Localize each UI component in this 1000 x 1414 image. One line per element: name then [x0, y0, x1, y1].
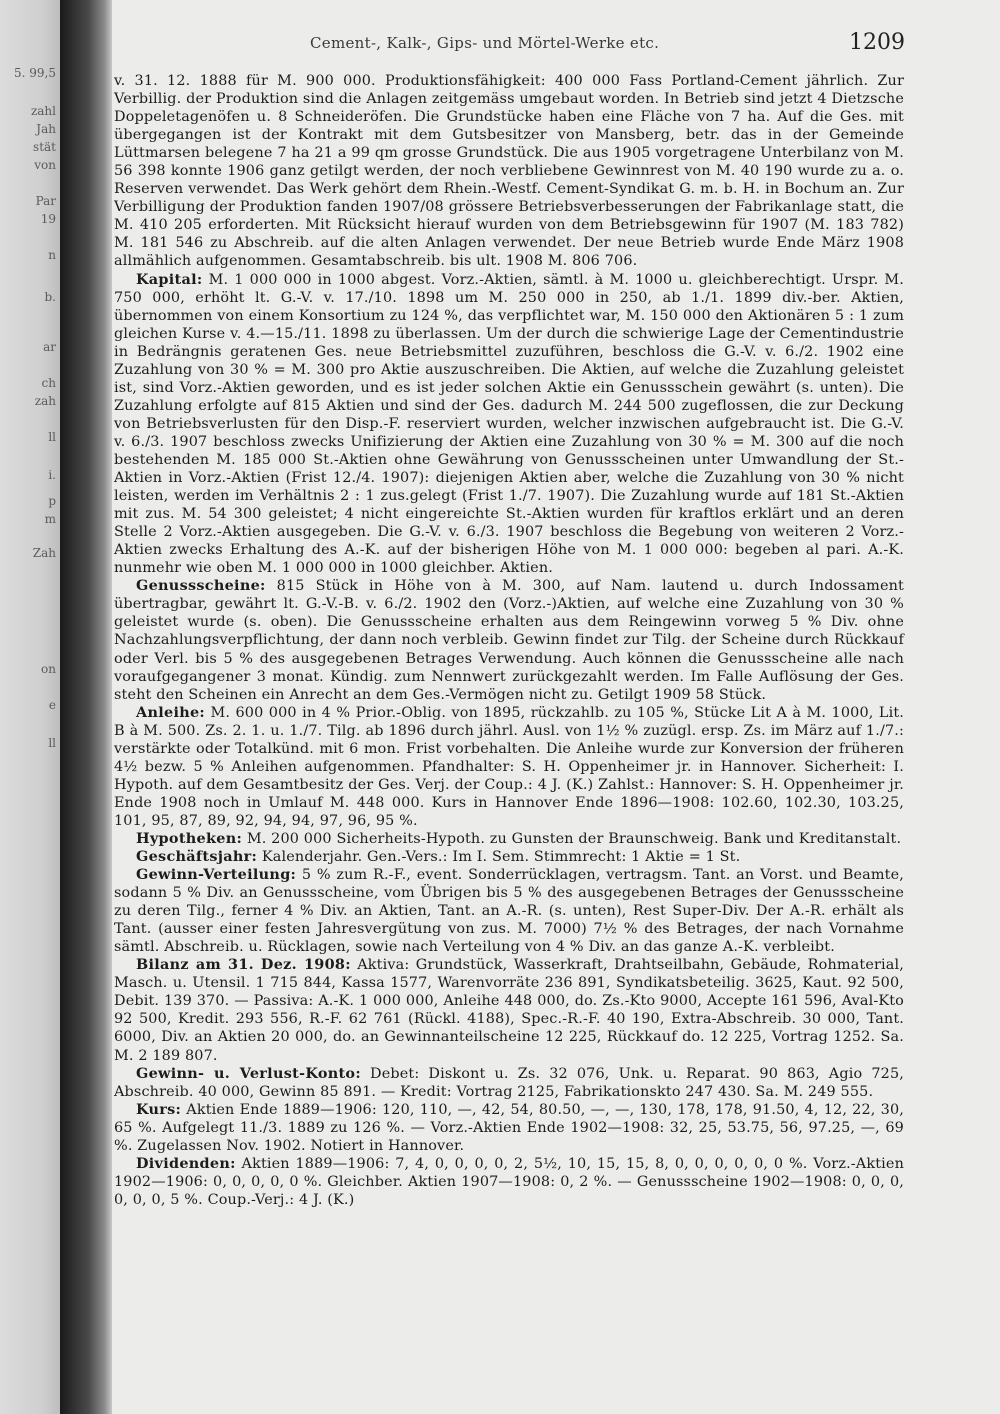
section-keyword: Gewinn-Verteilung: — [136, 866, 297, 884]
gutter-fragment: 19 — [40, 212, 56, 226]
paragraph-intro — [114, 72, 904, 271]
running-header — [112, 30, 1000, 60]
gutter-fragment: stät — [33, 140, 56, 154]
paragraph-text: Aktiva: Grundstück, Wasserkraft, Drahtseilbahn, Gebäude, Rohmaterial, Masch. u. Utensil. 1 715 844, Kassa 1577, Warenvorräte 236 891, Syndikatsbeteilig. 3625, Kaut. 92 500, Debit. 139 370. — Passiva: A.-K. 1 000 000, Anleihe 448 000, do. Zs.-Kto 9000, Accepte 161 596, Aval-Kto 92 500, Kredit. 293 556, R.-F. 62 761 (Rückl. 4188), Spec.-R.-F. 40 190, Extra-Abschreib. 30 000, Tant. 6000, Div. an Aktien 20 000, do. an Gewinnanteilscheine 12 225, Rückkauf do. 12 225, Vortrag 1252. Sa. M. 2 189 807. — [114, 957, 904, 1064]
paragraph-dividenden — [114, 1155, 904, 1209]
section-keyword: Gewinn- u. Verlust-Konto: — [136, 1064, 361, 1082]
gutter-fragment: Jah — [36, 122, 56, 136]
section-keyword: Kapital: — [136, 270, 203, 288]
gutter-fragment: 5. 99,5 — [14, 66, 56, 80]
section-keyword: Bilanz am 31. Dez. 1908: — [136, 956, 351, 974]
paragraph-bilanz — [114, 956, 904, 1064]
section-keyword: Anleihe: — [136, 703, 206, 721]
gutter-fragment: on — [41, 662, 56, 676]
section-keyword: Kurs: — [136, 1100, 182, 1118]
section-keyword: Genussscheine: — [136, 577, 266, 595]
gutter-fragment: ch — [41, 376, 56, 390]
gutter-fragment: p — [48, 494, 56, 508]
gutter-fragment: m — [44, 512, 56, 526]
paragraph-text: 5 % zum R.-F., event. Sonderrücklagen, vertragsm. Tant. an Vorst. und Beamte, sodann 5 % Div. an Genussscheine, vom Übrigen bis 5 % des ausgegebenen Betrages der Genussscheine zu deren Tilg., ferner 4 % Div. an Aktien, Tant. an A.-R. (s. unten), Rest Super-Div. Der A.-R. erhält als Tant. (ausser einer festen Jahresvergütung von zus. M. 7000) 7½ % des Betrages, der nach Vornahme sämtl. Abschreib. u. Rücklagen, sowie nach Verteilung von 4 % Div. an das ganze A.-K. verbleibt. — [114, 867, 904, 956]
page-body — [114, 72, 904, 1209]
book-page — [112, 0, 1000, 1414]
paragraph-anleihe — [114, 704, 904, 830]
paragraph-hypotheken — [114, 830, 904, 848]
gutter-fragment: i. — [48, 468, 56, 482]
gutter-fragment: e — [48, 698, 56, 712]
paragraph-text: M. 1 000 000 in 1000 abgest. Vorz.-Aktien, sämtl. à M. 1000 u. gleichberechtigt. Urspr. M. 750 000, erhöht lt. G.-V. v. 17./10. 1898 um M. 250 000 in 250, ab 1./1. 1899 div.-ber. Aktien, übernommen von einem Konsortium zu 124 %, das verpflichtet war, M. 150 000 den Aktionären 5 : 1 zum gleichen Kurse v. 4.—15./11. 1898 zu überlassen. Um der durch die schwierige Lage der Cementindustrie in Bedrängnis geratenen Ges. neue Betriebsmittel zuzuführen, beschloss die G.-V. v. 6./2. 1902 eine Zuzahlung von 30 % = M. 300 pro Aktie auszuschreiben. Die Aktien, auf welche die Zuzahlung geleistet ist, sind Vorz.-Aktien geworden, und es ist jeder solchen Aktie ein Genussschein gewährt (s. unten). Die Zuzahlung erfolgte auf 815 Aktien und sind der Ges. dadurch M. 244 500 zugeflossen, die zur Deckung von Betriebsverlusten für den Disp.-F. reserviert wurden, welcher inzwischen aufgebraucht ist. Die G.-V. v. 6./3. 1907 beschloss zwecks Unifizierung der Aktien eine Zuzahlung von 30 % = M. 300 auf die noch bestehenden M. 185 000 St.-Aktien ohne Gewährung von Genussscheinen unter Umwandlung der St.-Aktien in Vorz.-Aktien (Frist 12./4. 1907): diejenigen Aktien aber, welche die Zuzahlung von 30 % nicht leisten, werden im Verhältnis 2 : 1 zus.gelegt (Frist 1./7. 1907). Die Zuzahlung wurde auf 181 St.-Aktien mit zus. M. 54 300 geleistet; 4 nicht eingereichte St.-Aktien wurden für kraftlos erklärt und an deren Stelle 2 Vorz.-Aktien ausgegeben. Die G.-V. v. 6./3. 1907 beschloss die Begebung von weiteren 2 Vorz.-Aktien zwecks Erhaltung des A.-K. auf der bisherigen Höhe von M. 1 000 000: begeben al pari. A.-K. nunmehr wie oben M. 1 000 000 in 1000 gleichber. Aktien. — [114, 271, 904, 577]
paragraph-text: v. 31. 12. 1888 für M. 900 000. Produktionsfähigkeit: 400 000 Fass Portland-Cement jährlich. Zur Verbillig. der Produktion sind die Anlagen zeitgemäss umgebaut worden. In Betrieb sind jetzt 4 Dietzsche Doppeletagenöfen u. 8 Schneideröfen. Die Grundstücke haben eine Fläche von 7 ha. Auf die Ges. mit übergegangen ist der Kontrakt mit dem Gutsbesitzer von Mansberg, betr. das in der Gemeinde Lüttmarsen belegene 7 ha 21 a 99 qm grosse Grundstück. Die aus 1905 vorgetragene Unterbilanz von M. 56 398 konnte 1906 ganz getilgt werden, der noch verbliebene Gewinnrest von M. 40 190 wurde zu a. o. Reserven verwendet. Das Werk gehört dem Rhein.-Westf. Cement-Syndikat G. m. b. H. in Bochum an. Zur Verbilligung der Produktion fanden 1907/08 grössere Betriebsverbesserungen der Fabrikanlage statt, die M. 410 205 erforderten. Mit Rücksicht hierauf wurden von dem Betriebsgewinn für 1907 (M. 183 782) M. 181 546 zu Abschreib. auf die alten Anlagen verwendet. Der neue Betrieb wurde Ende März 1908 allmählich aufgenommen. Gesamtabschreib. bis ult. 1908 M. 806 706. — [114, 73, 904, 270]
paragraph-text: Kalenderjahr. Gen.-Vers.: Im I. Sem. Stimmrecht: 1 Aktie = 1 St. — [261, 849, 741, 866]
gutter-fragment: Zah — [32, 546, 56, 560]
gutter-fragment: n — [48, 248, 56, 262]
paragraph-gewinn-verlust-konto — [114, 1065, 904, 1101]
gutter-fragment: b. — [44, 290, 56, 304]
section-keyword: Dividenden: — [136, 1154, 236, 1172]
paragraph-text: 815 Stück in Höhe von à M. 300, auf Nam. lautend u. durch Indossament übertragbar, gewährt lt. G.-V.-B. v. 6./2. 1902 den (Vorz.-)Aktien, auf welche eine Zuzahlung von 30 % geleistet wurde (s. oben). Die Genussscheine erhalten aus dem Reingewinn vorweg 5 % Div. ohne Nachzahlungsverpflichtung, der dann noch verbleib. Gewinn findet zur Tilg. der Scheine durch Rückkauf oder Verl. bis 5 % des ausgegebenen Betrages Verwendung. Auch können die Genussscheine alle nach voraufgegangener 3 monat. Kündig. zum Nennwert zurückgezahlt werden. Im Falle Auflösung der Ges. steht den Scheinen ein Anrecht an dem Ges.-Vermögen nicht zu. Getilgt 1909 58 Stück. — [114, 578, 904, 703]
gutter-fragment: von — [34, 158, 56, 172]
paragraph-kapital — [114, 271, 904, 578]
paragraph-text: M. 600 000 in 4 % Prior.-Oblig. von 1895, rückzahlb. zu 105 %, Stücke Lit A à M. 1000, Lit. B à M. 500. Zs. 2. 1. u. 1./7. Tilg. ab 1896 durch jährl. Ausl. von 1½ % zuzügl. ersp. Zs. im März auf 1./7.: verstärkte oder Totalkünd. mit 6 mon. Frist vorbehalten. Die Anleihe wurde zur Konversion der früheren 4½ bezw. 5 % Anleihen aufgenommen. Pfandhalter: S. H. Oppenheimer jr. in Hannover. Sicherheit: I. Hypoth. auf dem Gesamtbesitz der Ges. Verj. der Coup.: 4 J. (K.) Zahlst.: Hannover: S. H. Oppenheimer jr. Ende 1908 noch in Umlauf M. 448 000. Kurs in Hannover Ende 1896—1908: 102.60, 102.30, 103.25, 101, 95, 87, 89, 92, 94, 94, 97, 96, 95 %. — [114, 704, 904, 829]
gutter-fragment: ll — [48, 430, 56, 444]
paragraph-text: Aktien Ende 1889—1906: 120, 110, —, 42, 54, 80.50, —, —, 130, 178, 178, 91.50, 4, 12, 22, 30, 65 %. Aufgelegt 11./3. 1889 zu 126 %. — Vorz.-Aktien Ende 1902—1908: 32, 25, 53.75, 56, 97.25, —, 69 %. Zugelassen Nov. 1902. Notiert in Hannover. — [114, 1101, 904, 1154]
paragraph-text: M. 200 000 Sicherheits-Hypoth. zu Gunsten der Braunschweig. Bank und Kreditanstalt. — [246, 830, 902, 847]
running-header-title: Cement-, Kalk-, Gips- und Mörtel-Werke etc. — [310, 34, 660, 52]
book-spine-shadow — [60, 0, 112, 1414]
paragraph-gewinn-verteilung — [114, 866, 904, 956]
section-keyword: Hypotheken: — [136, 829, 243, 847]
gutter-fragment: ar — [43, 340, 56, 354]
page-number: 1209 — [849, 30, 905, 55]
paragraph-text: Aktien 1889—1906: 7, 4, 0, 0, 0, 0, 2, 5½, 10, 15, 15, 8, 0, 0, 0, 0, 0, 0 %. Vorz.-Aktien 1902—1906: 0, 0, 0, 0, 0 %. Gleichber. Aktien 1907—1908: 0, 2 %. — Genussscheine 1902—1908: 0, 0, 0, 0, 0, 0, 5 %. Coup.-Verj.: 4 J. (K.) — [114, 1155, 904, 1208]
paragraph-text: Debet: Diskont u. Zs. 32 076, Unk. u. Reparat. 90 863, Agio 725, Abschreib. 40 000, Gewinn 85 891. — Kredit: Vortrag 2125, Fabrikationskto 247 430. Sa. M. 249 555. — [114, 1065, 904, 1100]
gutter-fragment: Par — [35, 194, 56, 208]
previous-page-edge — [0, 0, 60, 1414]
gutter-fragment: zah — [34, 394, 56, 408]
paragraph-kurs — [114, 1101, 904, 1155]
gutter-fragment: zahl — [30, 104, 56, 118]
paragraph-geschaeftsjahr — [114, 848, 904, 866]
paragraph-genussscheine — [114, 577, 904, 703]
section-keyword: Geschäftsjahr: — [136, 848, 258, 866]
gutter-fragment: ll — [48, 736, 56, 750]
